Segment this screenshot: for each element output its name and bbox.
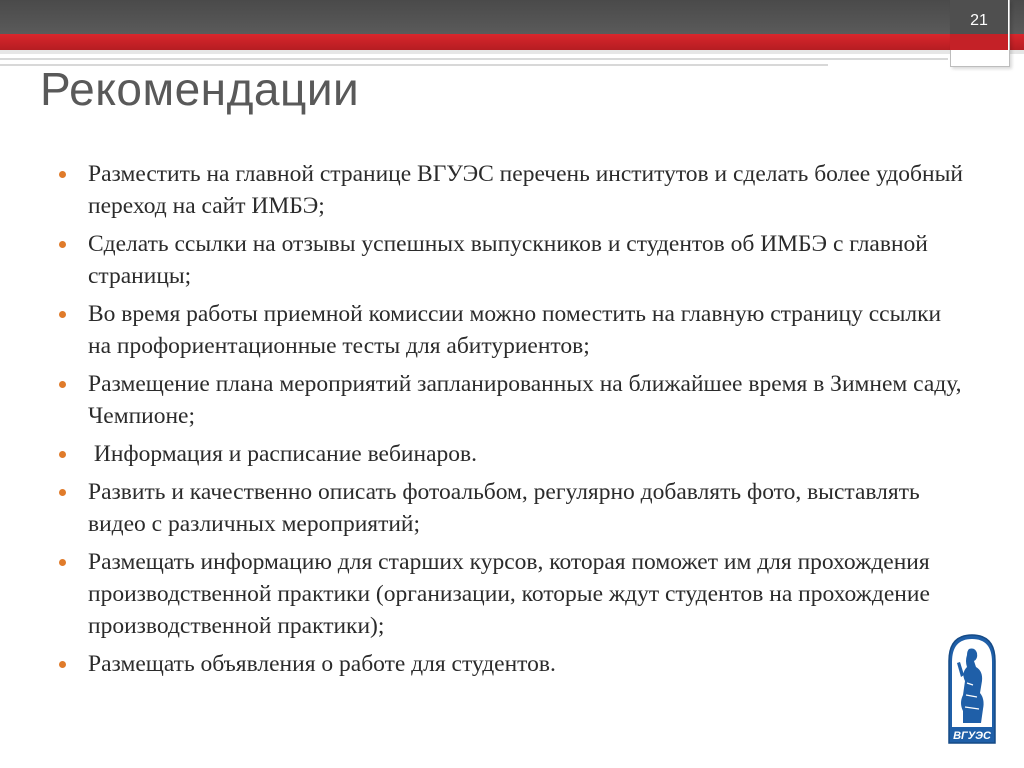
bullet-icon xyxy=(59,559,66,566)
list-item xyxy=(58,438,963,470)
bullet-icon xyxy=(59,661,66,668)
list-item xyxy=(58,648,963,680)
logo-text: ВГУЭС xyxy=(953,730,991,742)
recommendation-list xyxy=(58,158,963,686)
bullet-icon xyxy=(59,171,66,178)
vguesh-logo-icon xyxy=(947,633,997,745)
header-dark-band xyxy=(0,0,1024,34)
list-item-text: Развить и качественно описать фотоальбом, регулярно добавлять фото, выставлять видео с различных мероприятий; xyxy=(88,479,920,537)
header-red-stripe xyxy=(0,34,1024,50)
list-item xyxy=(58,546,963,642)
bullet-icon xyxy=(59,381,66,388)
slide-number: 21 xyxy=(970,12,988,29)
list-item-text: Размещение плана мероприятий запланированных на ближайшее время в Зимнем саду, Чемпионе; xyxy=(88,371,962,429)
bullet-icon xyxy=(59,311,66,318)
bullet-icon xyxy=(59,489,66,496)
bullet-icon xyxy=(59,451,66,458)
list-item xyxy=(58,228,963,292)
bullet-icon xyxy=(59,241,66,248)
list-item xyxy=(58,476,963,540)
list-item-text: Размещать объявления о работе для студентов. xyxy=(88,651,556,677)
list-item-text: Разместить на главной странице ВГУЭС перечень институтов и сделать более удобный переход на сайт ИМБЭ; xyxy=(88,161,963,219)
list-item-text: Во время работы приемной комиссии можно поместить на главную страницу ссылки на профориентационные тесты для абитуриентов; xyxy=(88,301,942,359)
list-item-text: Размещать информацию для старших курсов, которая поможет им для прохождения производственной практики (организации, которые ждут студентов на прохождение производственной практики); xyxy=(88,549,930,639)
list-item-text: Сделать ссылки на отзывы успешных выпускников и студентов об ИМБЭ с главной страницы; xyxy=(88,231,928,289)
slide-number-red-bg xyxy=(950,34,1008,50)
list-item xyxy=(58,298,963,362)
list-item xyxy=(58,158,963,222)
list-item xyxy=(58,368,963,432)
list-item-text: Информация и расписание вебинаров. xyxy=(88,441,477,467)
slide-title: Рекомендации xyxy=(40,63,360,115)
header-gray-stripe xyxy=(0,50,1024,54)
header-thin-line xyxy=(0,58,948,60)
